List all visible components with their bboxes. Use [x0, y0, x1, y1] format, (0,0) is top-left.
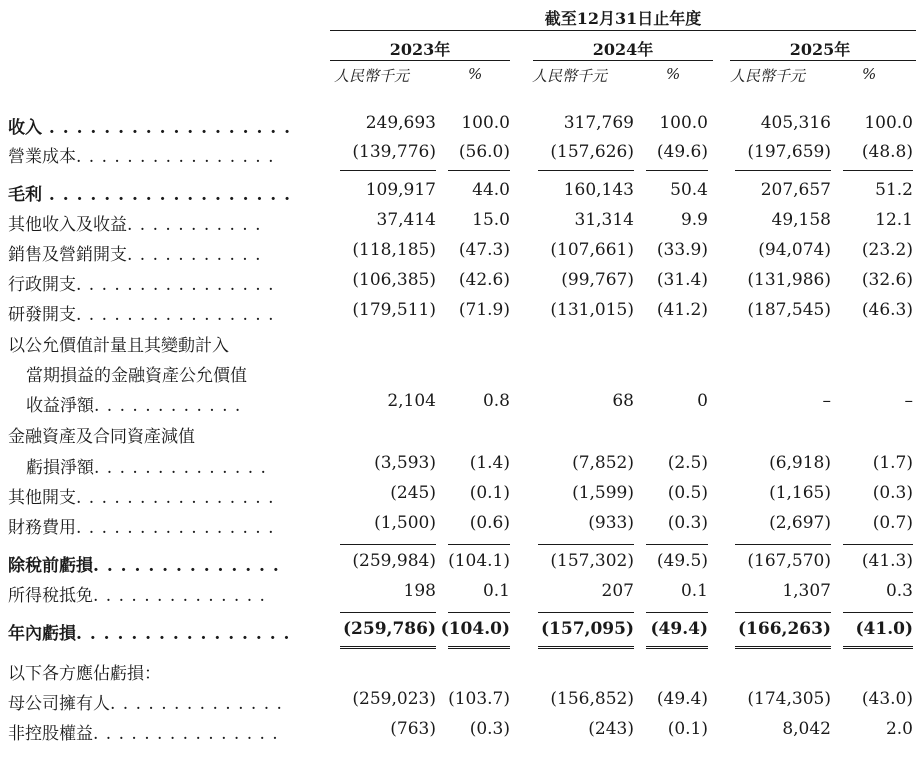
rule-2025-a: [735, 170, 831, 171]
row-label-text: 當期損益的金融資產公允價值: [26, 366, 247, 386]
rule-2023-a: [340, 170, 436, 171]
cell-amount-2024: 207: [601, 581, 634, 601]
rule-2024-a: [538, 170, 634, 171]
cell-pct-2023: (0.3): [469, 719, 510, 739]
cell-amount-2023: 198: [403, 581, 436, 601]
cell-pct-2024: (31.4): [656, 270, 708, 290]
cell-amount-2023: (259,786): [343, 619, 436, 639]
double-rule-2024-b: [646, 646, 708, 649]
rule-2024-f: [646, 612, 708, 613]
cell-amount-2025: 8,042: [782, 719, 831, 739]
year-2023-underline: [330, 60, 510, 61]
cell-pct-2023: (1.4): [469, 453, 510, 473]
row-leader-dots: . . . . . . . . . . . . . . .: [93, 724, 279, 744]
cell-pct-2023: (56.0): [458, 142, 510, 162]
row-leader-dots: . . . . . . . . . . . . . . . .: [76, 275, 275, 295]
cell-amount-2025: (166,263): [738, 619, 831, 639]
cell-pct-2024: (49.4): [650, 619, 708, 639]
cell-amount-2023: 249,693: [365, 113, 436, 133]
cell-pct-2023: 44.0: [472, 180, 510, 200]
row-label-text: 非控股權益: [8, 724, 93, 744]
year-2024-heading: 2024年: [592, 40, 654, 59]
cell-amount-2023: (118,185): [352, 240, 436, 260]
cell-amount-2025: (174,305): [747, 689, 831, 709]
cell-amount-2025: (2,697): [769, 513, 831, 533]
unit-pct-2024: %: [666, 65, 681, 83]
cell-pct-2025: 100.0: [864, 113, 913, 133]
row-label: [8, 551, 280, 576]
cell-amount-2024: 160,143: [563, 180, 634, 200]
row-label: [8, 331, 229, 356]
cell-amount-2023: (259,984): [352, 551, 436, 571]
row-label: [8, 581, 266, 606]
unit-pct-2023: %: [468, 65, 483, 83]
year-2024-underline: [533, 60, 713, 61]
cell-amount-2023: (1,500): [374, 513, 436, 533]
row-label: [26, 361, 247, 386]
cell-amount-2024: (157,626): [550, 142, 634, 162]
cell-pct-2024: (41.2): [656, 300, 708, 320]
unit-amount-2023: 人民幣千元: [334, 67, 410, 85]
cell-pct-2023: 0.1: [482, 581, 510, 601]
year-2025-underline: [730, 60, 916, 61]
cell-amount-2025: (187,545): [747, 300, 831, 320]
row-label: [8, 180, 291, 205]
cell-amount-2025: 1,307: [782, 581, 831, 601]
cell-pct-2023: (103.7): [448, 689, 510, 709]
row-leader-dots: . . . . . . . . . . .: [127, 245, 262, 265]
row-label-text: 以下各方應佔虧損：: [8, 664, 161, 684]
row-label: [8, 270, 275, 295]
double-rule-2025-a: [735, 646, 831, 649]
cell-pct-2025: (46.3): [861, 300, 913, 320]
cell-pct-2025: 12.1: [875, 210, 913, 230]
cell-pct-2024: (0.5): [667, 483, 708, 503]
cell-pct-2023: (0.6): [469, 513, 510, 533]
rule-2024-b: [646, 170, 708, 171]
period-heading: 截至12月31日止年度: [544, 9, 702, 28]
cell-amount-2024: (7,852): [572, 453, 634, 473]
cell-pct-2024: (33.9): [656, 240, 708, 260]
row-label-text: 研發開支: [8, 305, 76, 325]
year-2023-heading: 2023年: [389, 40, 451, 59]
cell-amount-2023: (763): [390, 719, 436, 739]
cell-pct-2023: 0.8: [482, 391, 510, 411]
row-label: [8, 210, 261, 235]
unit-amount-2024: 人民幣千元: [532, 67, 608, 85]
cell-pct-2023: (42.6): [458, 270, 510, 290]
double-rule-2024-a: [538, 646, 634, 649]
row-label: [26, 391, 241, 416]
cell-amount-2023: 109,917: [365, 180, 436, 200]
period-underline: [330, 30, 916, 31]
cell-amount-2025: (197,659): [747, 142, 831, 162]
row-leader-dots: . . . . . . . . . . . . . .: [93, 556, 280, 576]
row-label-text: 毛利: [8, 185, 42, 205]
cell-pct-2024: 0.1: [680, 581, 708, 601]
cell-amount-2023: (3,593): [374, 453, 436, 473]
cell-amount-2024: 31,314: [574, 210, 634, 230]
row-label-text: 銷售及營銷開支: [8, 245, 127, 265]
row-label: [26, 453, 267, 478]
rule-2024-d: [646, 544, 708, 545]
row-label-text: 其他收入及收益: [8, 215, 127, 235]
cell-pct-2025: –: [904, 391, 913, 411]
cell-amount-2025: (131,986): [747, 270, 831, 290]
row-label: [8, 142, 275, 167]
rule-2023-f: [448, 612, 510, 613]
cell-pct-2024: 100.0: [659, 113, 708, 133]
cell-pct-2025: (32.6): [861, 270, 913, 290]
rule-2023-d: [448, 544, 510, 545]
unit-amount-2025: 人民幣千元: [730, 67, 806, 85]
row-leader-dots: . . . . . . . . . . . . . .: [94, 458, 267, 478]
row-leader-dots: . . . . . . . . . . . . . . . .: [76, 518, 275, 538]
row-leader-dots: . . . . . . . . . . . . . .: [110, 694, 283, 714]
rule-2025-c: [735, 544, 831, 545]
cell-amount-2024: (933): [588, 513, 634, 533]
unit-pct-2025: %: [862, 65, 877, 83]
rule-2024-c: [538, 544, 634, 545]
cell-pct-2025: (43.0): [861, 689, 913, 709]
row-label: [8, 659, 161, 684]
double-rule-2023-b: [448, 646, 510, 649]
cell-amount-2025: (1,165): [769, 483, 831, 503]
row-label: [8, 513, 275, 538]
row-leader-dots: . . . . . . . . . . .: [127, 215, 262, 235]
cell-pct-2025: (41.0): [855, 619, 913, 639]
cell-pct-2025: (41.3): [861, 551, 913, 571]
row-label-text: 金融資產及合同資產減值: [8, 427, 195, 447]
rule-2025-e: [735, 612, 831, 613]
cell-pct-2023: 15.0: [472, 210, 510, 230]
cell-pct-2024: 0: [697, 391, 708, 411]
row-leader-dots: . . . . . . . . . . . . . . . .: [76, 488, 275, 508]
row-leader-dots: . . . . . . . . . . . .: [94, 396, 242, 416]
cell-pct-2023: (104.1): [448, 551, 510, 571]
cell-pct-2024: (2.5): [667, 453, 708, 473]
cell-pct-2025: (0.7): [872, 513, 913, 533]
row-label: [8, 689, 283, 714]
cell-pct-2025: 2.0: [885, 719, 913, 739]
cell-pct-2024: (0.3): [667, 513, 708, 533]
row-leader-dots: . . . . . . . . . . . . . .: [93, 586, 266, 606]
cell-pct-2024: (49.5): [656, 551, 708, 571]
cell-pct-2023: (0.1): [469, 483, 510, 503]
row-label-text: 營業成本: [8, 147, 76, 167]
cell-amount-2025: 49,158: [771, 210, 831, 230]
cell-amount-2024: (243): [588, 719, 634, 739]
cell-amount-2023: (106,385): [352, 270, 436, 290]
row-label-text: 以公允價值計量且其變動計入: [8, 336, 229, 356]
rule-2023-b: [448, 170, 510, 171]
cell-pct-2023: (71.9): [458, 300, 510, 320]
cell-pct-2023: (104.0): [440, 619, 510, 639]
row-label: [8, 483, 275, 508]
cell-amount-2024: 317,769: [563, 113, 634, 133]
cell-pct-2023: 100.0: [461, 113, 510, 133]
cell-pct-2024: (49.6): [656, 142, 708, 162]
cell-pct-2025: 0.3: [885, 581, 913, 601]
row-leader-dots: . . . . . . . . . . . . . . . . . .: [42, 185, 292, 205]
row-label-text: 年內虧損: [8, 624, 76, 644]
rule-2024-e: [538, 612, 634, 613]
cell-amount-2024: (99,767): [561, 270, 634, 290]
cell-amount-2024: 68: [612, 391, 634, 411]
rule-2025-b: [843, 170, 913, 171]
cell-pct-2024: 9.9: [680, 210, 708, 230]
row-leader-dots: . . . . . . . . . . . . . . . . . .: [42, 118, 292, 138]
cell-amount-2024: (1,599): [572, 483, 634, 503]
cell-amount-2024: (131,015): [550, 300, 634, 320]
row-leader-dots: . . . . . . . . . . . . . . . .: [76, 305, 275, 325]
cell-pct-2025: (0.3): [872, 483, 913, 503]
row-label-text: 除稅前虧損: [8, 556, 93, 576]
rule-2025-f: [843, 612, 913, 613]
cell-amount-2024: (107,661): [550, 240, 634, 260]
row-label-text: 收益淨額: [26, 396, 94, 416]
double-rule-2025-b: [843, 646, 913, 649]
row-label-text: 其他開支: [8, 488, 76, 508]
cell-pct-2025: (1.7): [872, 453, 913, 473]
cell-pct-2024: (0.1): [667, 719, 708, 739]
double-rule-2023-a: [340, 646, 436, 649]
cell-amount-2024: (157,302): [550, 551, 634, 571]
cell-amount-2023: 2,104: [387, 391, 436, 411]
cell-amount-2023: (259,023): [352, 689, 436, 709]
row-leader-dots: . . . . . . . . . . . . . . . .: [76, 624, 291, 644]
cell-pct-2024: (49.4): [656, 689, 708, 709]
row-label: [8, 240, 261, 265]
row-leader-dots: . . . . . . . . . . . . . . . .: [76, 147, 275, 167]
rule-2023-e: [340, 612, 436, 613]
rule-2025-d: [843, 544, 913, 545]
row-label: [8, 619, 290, 644]
row-label: [8, 113, 291, 138]
cell-pct-2025: 51.2: [875, 180, 913, 200]
row-label-text: 所得稅抵免: [8, 586, 93, 606]
row-label-text: 虧損淨額: [26, 458, 94, 478]
cell-amount-2025: (6,918): [769, 453, 831, 473]
row-label-text: 行政開支: [8, 275, 76, 295]
cell-amount-2024: (157,095): [541, 619, 634, 639]
cell-amount-2025: (167,570): [747, 551, 831, 571]
cell-amount-2023: (245): [390, 483, 436, 503]
cell-pct-2025: (48.8): [861, 142, 913, 162]
row-label-text: 母公司擁有人: [8, 694, 110, 714]
cell-amount-2023: 37,414: [376, 210, 436, 230]
cell-pct-2024: 50.4: [670, 180, 708, 200]
cell-amount-2024: (156,852): [550, 689, 634, 709]
row-label: [8, 719, 279, 744]
cell-amount-2025: 405,316: [760, 113, 831, 133]
cell-amount-2025: 207,657: [760, 180, 831, 200]
row-label: [8, 422, 195, 447]
rule-2023-c: [340, 544, 436, 545]
row-label: [8, 300, 275, 325]
row-label-text: 財務費用: [8, 518, 76, 538]
cell-amount-2023: (179,511): [352, 300, 436, 320]
year-2025-heading: 2025年: [789, 40, 851, 59]
cell-pct-2025: (23.2): [861, 240, 913, 260]
cell-amount-2023: (139,776): [352, 142, 436, 162]
row-label-text: 收入: [8, 118, 42, 138]
cell-amount-2025: (94,074): [758, 240, 831, 260]
cell-amount-2025: –: [822, 391, 831, 411]
cell-pct-2023: (47.3): [458, 240, 510, 260]
